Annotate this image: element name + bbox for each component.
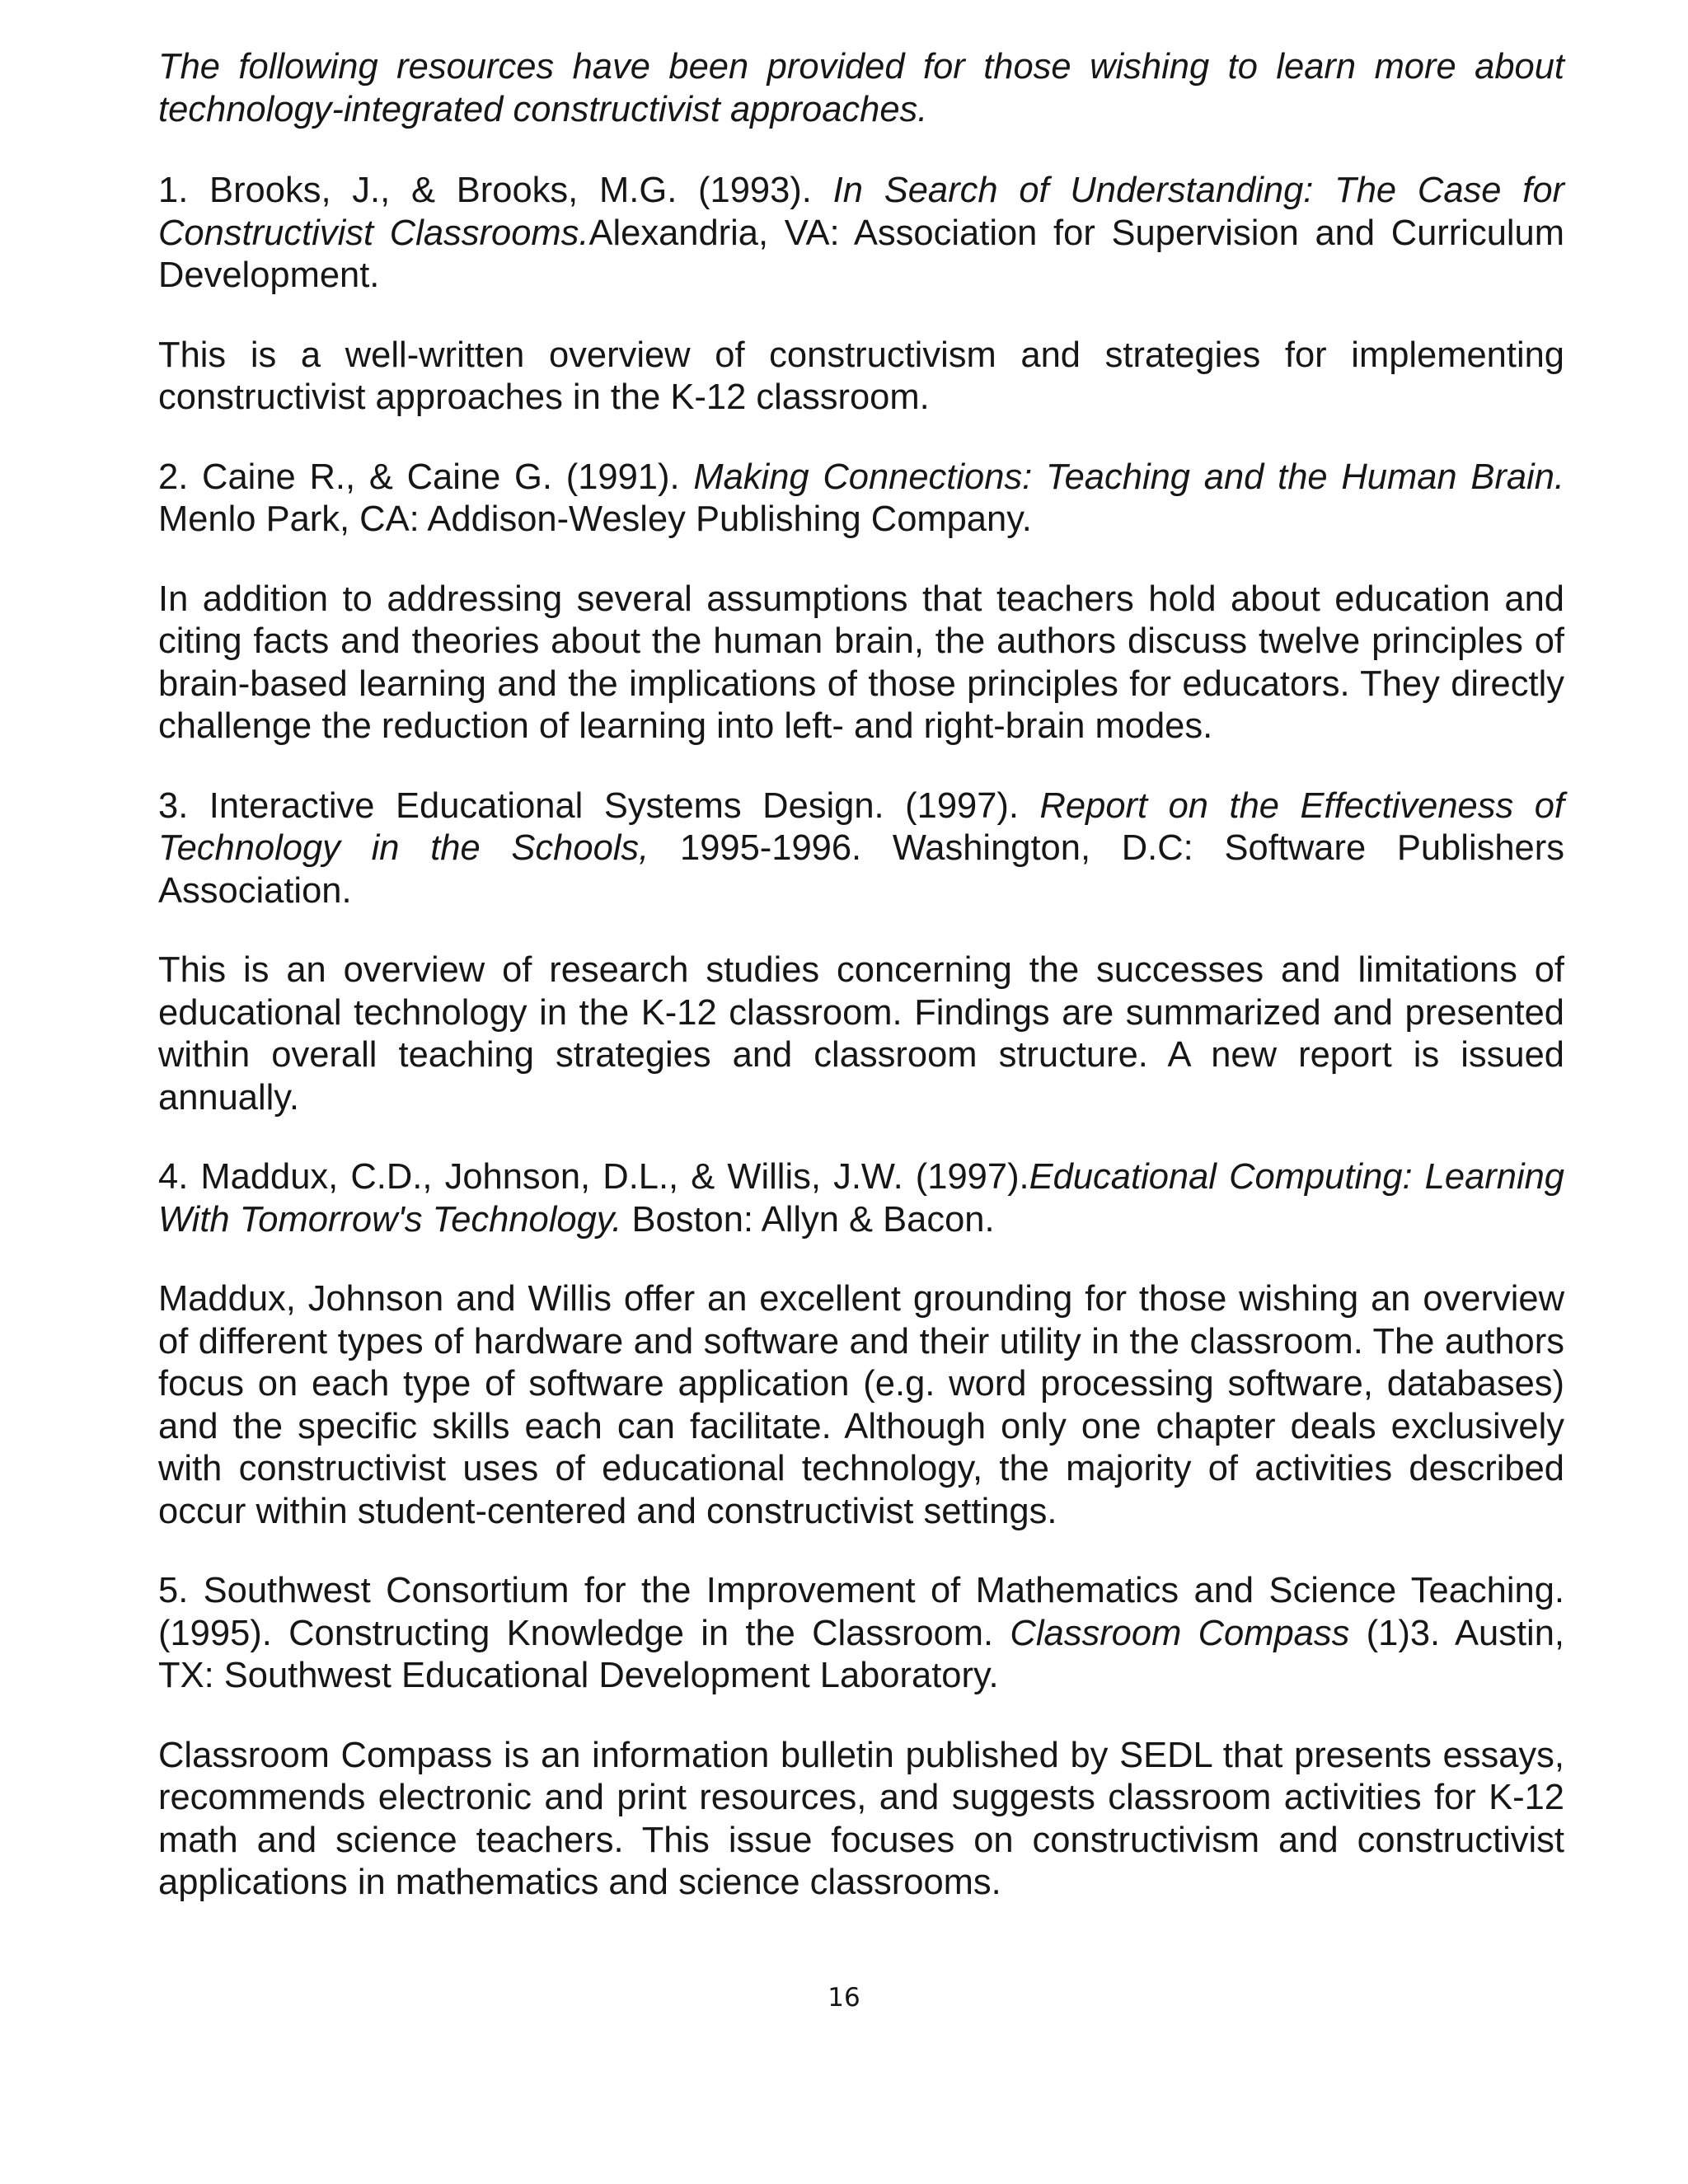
reference-annotation-1: This is a well-written overview of constructivism and strategies for implementing constructivist approaches in the K-12 classroom. xyxy=(158,335,1564,417)
reference-annotation-4: Maddux, Johnson and Willis offer an excellent grounding for those wishing an overview of different types of hardware and software and their utility in the classroom. The authors focus on each type of software application (e.g. word processing software, databases) and the specific skills each can facilitate. Although only one chapter deals exclusively with constructivist uses of educational technology, the majority of activities described occur within student-centered and constructivist settings. xyxy=(158,1279,1564,1531)
citation-authors: 3. Interactive Educational Systems Design. (1997). xyxy=(158,785,1040,826)
page-number: 16 xyxy=(828,1983,860,2013)
citation-title: Educational Computing: Learning With Tomorrow's Technology. xyxy=(158,1157,1564,1240)
reference-citation-2 xyxy=(158,457,1564,541)
document-page xyxy=(158,46,1564,1942)
citation-publisher: Alexandria, VA: Association for Supervision and Curriculum Development. xyxy=(158,213,1564,295)
intro-text: The following resources have been provided for those wishing to learn more about technology-integrated constructivist approaches. xyxy=(158,47,1564,129)
citation-authors: 5. Southwest Consortium for the Improvement of Mathematics and Science Teaching. (1995). Constructing Knowledge in the Classroom. xyxy=(158,1571,1564,1653)
citation-authors: 2. Caine R., & Caine G. (1991). xyxy=(158,457,694,497)
reference-citation-1 xyxy=(158,170,1564,298)
reference-citation-3 xyxy=(158,785,1564,913)
reference-annotation-3: This is an overview of research studies concerning the successes and limitations of educational technology in the K-12 classroom. Findings are summarized and presented within overall teaching strategies and classroom structure. A new report is issued annually. xyxy=(158,950,1564,1118)
citation-publisher: Boston: Allyn & Bacon. xyxy=(621,1199,995,1240)
reference-annotation-5: Classroom Compass is an information bulletin published by SEDL that presents essays, recommends electronic and print resources, and suggests classroom activities for K-12 math and science teachers. This issue focuses on constructivism and constructivist applications in mathematics and science classrooms. xyxy=(158,1735,1564,1902)
reference-citation-5 xyxy=(158,1570,1564,1698)
citation-title: Report on the Effectiveness of Technology in the Schools, xyxy=(158,785,1565,868)
citation-publisher: Menlo Park, CA: Addison-Wesley Publishing Company. xyxy=(158,499,1032,539)
citation-publisher: (1)3. Austin, TX: Southwest Educational Development Laboratory. xyxy=(158,1613,1564,1695)
citation-authors: 4. Maddux, C.D., Johnson, D.L., & Willis, J.W. (1997). xyxy=(158,1157,1029,1197)
reference-annotation-2: In addition to addressing several assumptions that teachers hold about education and citing facts and theories about the human brain, the authors discuss twelve principles of brain-based learning and the implications of those principles for educators. They directly challenge the reduction of learning into left- and right-brain modes. xyxy=(158,579,1564,746)
citation-title: Making Connections: Teaching and the Human Brain. xyxy=(693,457,1564,497)
citation-title: Classroom Compass xyxy=(1010,1613,1350,1653)
reference-citation-4 xyxy=(158,1156,1564,1241)
citation-publisher: 1995-1996. Washington, D.C: Software Publishers Association. xyxy=(158,828,1564,911)
citation-authors: 1. Brooks, J., & Brooks, M.G. (1993). xyxy=(158,171,833,210)
citation-title: In Search of Understanding: The Case for Constructivist Classrooms. xyxy=(158,171,1564,253)
